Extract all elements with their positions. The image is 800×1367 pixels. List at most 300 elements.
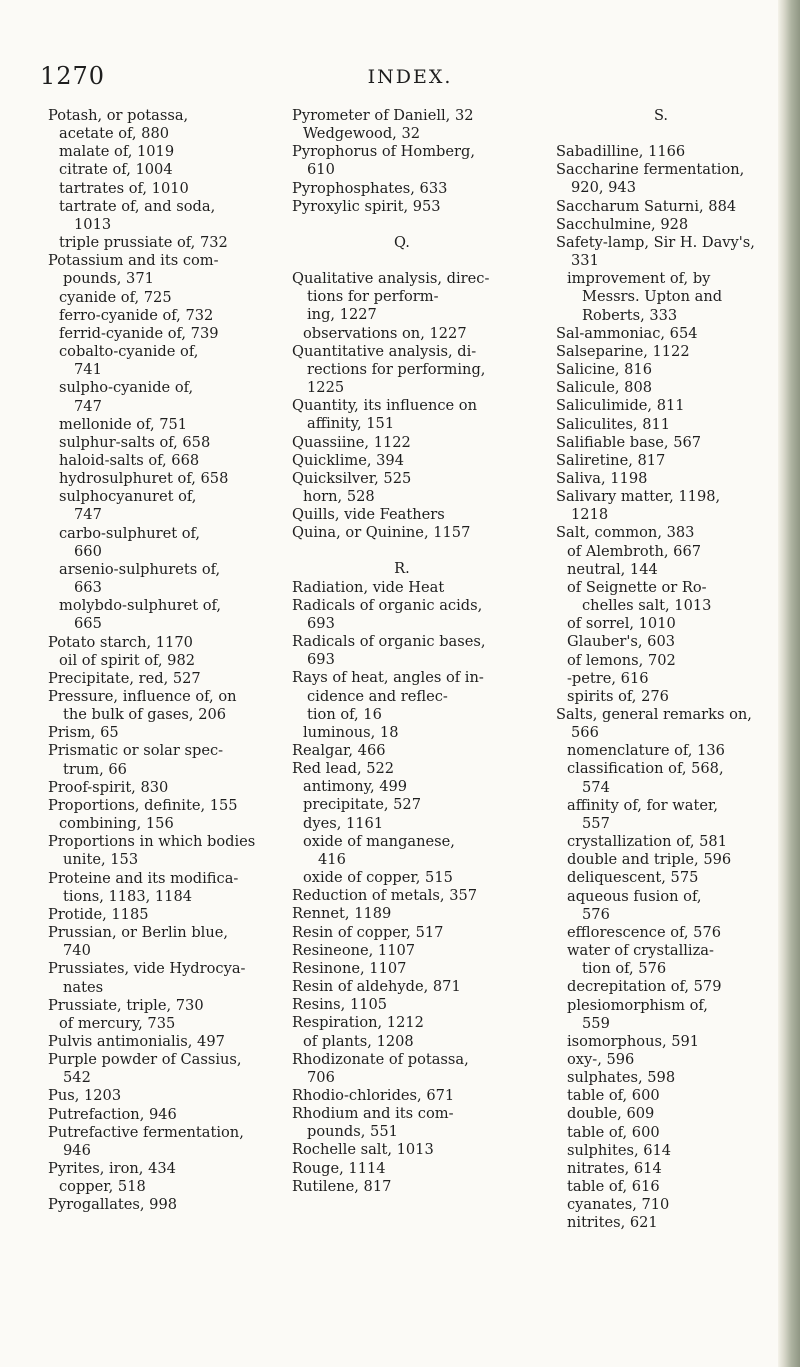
entry-line: 693	[307, 614, 335, 632]
entry-line: Proportions in which bodies	[48, 833, 256, 851]
entry-line: 566	[571, 724, 599, 742]
entry-line: 1013	[74, 215, 112, 233]
index-subentry	[556, 869, 766, 887]
entry-line: Radicals of organic acids,	[292, 596, 483, 614]
entry-line: Putrefaction, 946	[48, 1105, 177, 1123]
entry-line: triple prussiate of, 732	[59, 234, 228, 252]
entry-line: antimony, 499	[303, 778, 408, 796]
entry-line: affinity of, for water,	[567, 796, 719, 814]
entry-line: Salt, common, 383	[556, 524, 695, 542]
index-subentry	[556, 978, 766, 996]
entry-line: Salicine, 816	[556, 361, 653, 379]
index-entry	[292, 270, 512, 324]
entry-line: Radiation, vide Heat	[292, 578, 445, 596]
entry-line: deliquescent, 575	[567, 869, 699, 887]
entry-line: Pyrophosphates, 633	[292, 179, 448, 197]
entry-line: Resinone, 1107	[292, 959, 407, 977]
index-entry	[556, 706, 766, 742]
entry-line: dyes, 1161	[303, 814, 384, 832]
index-entry	[292, 1178, 512, 1196]
entry-line: copper, 518	[59, 1178, 146, 1196]
index-subentry	[556, 543, 766, 561]
index-subentry	[48, 180, 268, 198]
index-entry	[292, 524, 512, 542]
entry-line: Sacchulmine, 928	[556, 215, 689, 233]
index-subentry	[48, 652, 268, 670]
entry-line: -petre, 616	[567, 669, 649, 687]
spacer	[292, 216, 512, 234]
entry-line: oil of spirit of, 982	[59, 651, 196, 669]
entry-line: Salseparine, 1122	[556, 342, 690, 360]
entry-line: hydrosulphuret of, 658	[59, 470, 229, 488]
entry-line: sulphites, 614	[567, 1141, 672, 1159]
entry-line: Salivary matter, 1198,	[556, 488, 721, 506]
entry-line: Realgar, 466	[292, 742, 386, 759]
entry-line: crystallization of, 581	[567, 833, 727, 851]
index-entry	[48, 1087, 268, 1105]
entry-line: Rennet, 1189	[292, 905, 392, 923]
index-entry	[292, 397, 512, 433]
entry-line: Putrefactive fermentation,	[48, 1123, 244, 1141]
entry-line: 1225	[307, 379, 345, 397]
index-subentry	[48, 289, 268, 307]
index-entry	[48, 252, 268, 288]
entry-line: oxide of manganese,	[303, 832, 455, 850]
entry-line: Quassiine, 1122	[292, 433, 411, 451]
index-entry	[292, 434, 512, 452]
entry-line: Saliva, 1198	[556, 469, 648, 487]
entry-line: 559	[582, 1014, 610, 1032]
index-entry	[48, 833, 268, 869]
entry-line: nates	[63, 978, 104, 996]
entry-line: 663	[74, 579, 102, 597]
index-entry	[292, 470, 512, 488]
entry-line: Sabadilline, 1166	[556, 143, 686, 161]
index-subentry	[556, 1051, 766, 1069]
index-entry	[292, 143, 512, 179]
index-subentry	[556, 688, 766, 706]
index-subentry	[556, 670, 766, 688]
index-subentry	[292, 125, 512, 143]
entry-line: 665	[74, 615, 102, 633]
index-subentry	[292, 869, 512, 887]
index-subentry	[556, 797, 766, 833]
index-columns	[48, 107, 778, 1357]
index-subentry	[48, 452, 268, 470]
entry-line: Pyroxylic spirit, 953	[292, 197, 441, 215]
entry-line: cidence and reflec-	[307, 687, 448, 705]
entry-line: Rhodio-chlorides, 671	[292, 1086, 455, 1104]
index-entry	[48, 670, 268, 688]
index-entry	[292, 978, 512, 996]
entry-line: malate of, 1019	[59, 143, 175, 161]
index-subentry	[556, 270, 766, 324]
entry-line: plesiomorphism of,	[567, 996, 708, 1014]
entry-line: table of, 600	[567, 1087, 660, 1105]
index-subentry	[48, 343, 268, 379]
index-subentry	[48, 143, 268, 161]
entry-line: tions for perform-	[307, 288, 439, 306]
entry-line: Prussian, or Berlin blue,	[48, 924, 229, 942]
entry-line: Quicklime, 394	[292, 451, 404, 469]
entry-line: tion of, 576	[582, 960, 667, 978]
entry-line: oxide of copper, 515	[303, 869, 453, 887]
index-entry	[48, 797, 268, 815]
entry-line: tartrate of, and soda,	[59, 197, 216, 215]
index-entry	[48, 1124, 268, 1160]
letter-heading: S.	[653, 107, 669, 124]
index-subentry	[48, 125, 268, 143]
entry-line: Salts, general remarks on,	[556, 706, 752, 723]
entry-line: 416	[318, 850, 346, 868]
entry-line: Saliculites, 811	[556, 415, 671, 433]
entry-line: 693	[307, 651, 335, 669]
index-entry	[292, 887, 512, 905]
index-subentry	[48, 416, 268, 434]
entry-line: horn, 528	[303, 487, 375, 505]
index-entry	[292, 343, 512, 397]
index-entry	[292, 1105, 512, 1141]
index-entry	[48, 107, 268, 125]
index-entry	[48, 906, 268, 924]
index-entry	[556, 216, 766, 234]
entry-line: Saccharum Saturni, 884	[556, 197, 737, 215]
entry-line: sulphates, 598	[567, 1069, 676, 1087]
entry-line: 740	[63, 942, 91, 960]
entry-line: Pressure, influence of, on	[48, 688, 237, 705]
index-entry	[292, 960, 512, 978]
index-subentry	[556, 579, 766, 615]
index-entry	[48, 634, 268, 652]
index-entry	[556, 198, 766, 216]
running-head: INDEX.	[367, 66, 453, 88]
entry-line: Prussiates, vide Hydrocya-	[48, 960, 246, 978]
index-subentry	[292, 488, 512, 506]
index-subentry	[556, 1124, 766, 1142]
entry-line: tions, 1183, 1184	[63, 887, 193, 905]
entry-line: neutral, 144	[567, 560, 658, 578]
entry-line: pounds, 551	[307, 1123, 398, 1141]
index-subentry	[292, 1033, 512, 1051]
entry-line: ferrid-cyanide of, 739	[59, 324, 219, 342]
entry-line: 706	[307, 1068, 335, 1086]
entry-line: Wedgewood, 32	[303, 125, 421, 143]
entry-line: 741	[74, 361, 102, 379]
entry-line: Prismatic or solar spec-	[48, 742, 224, 760]
entry-line: Rochelle salt, 1013	[292, 1141, 434, 1159]
entry-line: 1218	[571, 506, 609, 524]
entry-line: Pyrophorus of Homberg,	[292, 143, 475, 161]
index-subentry	[556, 1196, 766, 1214]
index-entry	[292, 942, 512, 960]
entry-line: Rays of heat, angles of in-	[292, 669, 484, 687]
index-entry	[556, 397, 766, 415]
entry-line: cyanates, 710	[567, 1196, 670, 1214]
index-subentry	[556, 833, 766, 851]
index-entry	[292, 996, 512, 1014]
entry-line: citrate of, 1004	[59, 161, 173, 179]
index-entry	[556, 416, 766, 434]
index-entry	[556, 161, 766, 197]
entry-line: Pus, 1203	[48, 1087, 122, 1105]
index-entry	[292, 506, 512, 524]
entry-line: Saliretine, 817	[556, 451, 666, 469]
entry-line: 331	[571, 252, 599, 270]
entry-line: of Seignette or Ro-	[567, 578, 707, 596]
entry-line: improvement of, by	[567, 270, 711, 288]
index-subentry	[48, 161, 268, 179]
entry-line: 557	[582, 814, 610, 832]
entry-line: unite, 153	[63, 851, 139, 869]
index-subentry	[48, 234, 268, 252]
entry-line: Protide, 1185	[48, 905, 149, 923]
index-entry	[556, 452, 766, 470]
index-subentry	[48, 1178, 268, 1196]
spacer	[292, 252, 512, 270]
index-entry	[292, 905, 512, 923]
entry-line: Rhodium and its com-	[292, 1105, 454, 1123]
entry-line: Precipitate, red, 527	[48, 669, 201, 687]
entry-line: Messrs. Upton and	[582, 288, 723, 306]
entry-line: Reduction of metals, 357	[292, 887, 478, 905]
index-entry	[292, 180, 512, 198]
entry-line: Saccharine fermentation,	[556, 161, 745, 179]
index-entry	[556, 488, 766, 524]
index-subentry	[292, 796, 512, 814]
index-subentry	[48, 434, 268, 452]
entry-line: 610	[307, 161, 335, 179]
entry-line: Quantity, its influence on	[292, 397, 477, 415]
entry-line: tion of, 16	[307, 705, 382, 723]
index-entry	[556, 234, 766, 270]
index-entry	[292, 579, 512, 597]
index-entry	[292, 198, 512, 216]
entry-line: sulphur-salts of, 658	[59, 433, 211, 451]
entry-line: sulphocyanuret of,	[59, 488, 197, 506]
index-subentry	[556, 1033, 766, 1051]
entry-line: Safety-lamp, Sir H. Davy's,	[556, 233, 755, 251]
entry-line: of sorrel, 1010	[567, 615, 676, 633]
index-entry	[292, 669, 512, 723]
entry-line: Pulvis antimonialis, 497	[48, 1032, 225, 1050]
page-header	[40, 62, 780, 90]
index-entry	[556, 470, 766, 488]
entry-line: the bulk of gases, 206	[63, 706, 227, 724]
entry-line: spirits of, 276	[567, 687, 669, 705]
index-subentry	[556, 742, 766, 760]
spacer	[556, 125, 766, 143]
index-entry	[48, 1033, 268, 1051]
index-subentry	[556, 1105, 766, 1123]
entry-line: Sal-ammoniac, 654	[556, 324, 698, 342]
entry-line: Pyrometer of Daniell, 32	[292, 107, 474, 124]
index-entry	[292, 633, 512, 669]
index-entry	[48, 1051, 268, 1087]
entry-line: pounds, 371	[63, 270, 154, 288]
entry-line: of plants, 1208	[303, 1032, 414, 1050]
entry-line: Pyrogallates, 998	[48, 1196, 178, 1214]
entry-line: decrepitation of, 579	[567, 978, 722, 996]
spacer	[292, 542, 512, 560]
entry-line: rections for performing,	[307, 360, 486, 378]
entry-line: chelles salt, 1013	[582, 597, 712, 615]
index-subentry	[556, 1069, 766, 1087]
entry-line: tartrates of, 1010	[59, 179, 189, 197]
entry-line: Roberts, 333	[582, 306, 678, 324]
index-subentry	[556, 851, 766, 869]
index-entry	[292, 1087, 512, 1105]
entry-line: Resineone, 1107	[292, 941, 416, 959]
entry-line: affinity, 151	[307, 415, 395, 433]
index-entry	[292, 760, 512, 778]
entry-line: Rutilene, 817	[292, 1177, 392, 1195]
index-entry	[292, 1160, 512, 1178]
entry-line: Potash, or potassa,	[48, 107, 189, 124]
entry-line: Potassium and its com-	[48, 252, 219, 270]
entry-line: Resin of copper, 517	[292, 923, 444, 941]
index-subentry	[556, 561, 766, 579]
index-subentry	[556, 924, 766, 942]
entry-line: efflorescence of, 576	[567, 923, 722, 941]
entry-line: Rhodizonate of potassa,	[292, 1050, 469, 1068]
entry-line: of lemons, 702	[567, 651, 676, 669]
index-subentry	[48, 561, 268, 597]
entry-line: acetate of, 880	[59, 125, 170, 143]
entry-line: nomenclature of, 136	[567, 742, 725, 760]
index-subentry	[292, 833, 512, 869]
index-column-3	[556, 107, 766, 1233]
letter-heading: Q.	[394, 233, 410, 251]
index-entry	[292, 742, 512, 760]
index-subentry	[48, 198, 268, 234]
index-subentry	[48, 597, 268, 633]
entry-line: Resin of aldehyde, 871	[292, 978, 461, 996]
entry-line: combining, 156	[59, 815, 174, 833]
letter-heading: R.	[394, 560, 410, 578]
entry-line: table of, 616	[567, 1178, 660, 1196]
entry-line: 747	[74, 506, 102, 524]
entry-line: Quicksilver, 525	[292, 469, 412, 487]
index-entry	[48, 1160, 268, 1178]
entry-line: precipitate, 527	[303, 796, 422, 814]
index-subentry	[292, 724, 512, 742]
index-entry	[48, 779, 268, 797]
index-entry	[48, 870, 268, 906]
index-subentry	[556, 633, 766, 651]
index-entry	[556, 434, 766, 452]
index-entry	[556, 343, 766, 361]
entry-line: Salifiable base, 567	[556, 433, 702, 451]
entry-line: Rouge, 1114	[292, 1159, 386, 1177]
index-entry	[556, 325, 766, 343]
entry-line: sulpho-cyanide of,	[59, 379, 194, 397]
page-number: 1270	[40, 62, 106, 90]
index-entry	[48, 688, 268, 724]
entry-line: Prism, 65	[48, 724, 119, 742]
entry-line: 660	[74, 542, 102, 560]
entry-line: Purple powder of Cassius,	[48, 1051, 242, 1069]
index-subentry	[556, 997, 766, 1033]
index-entry	[292, 107, 512, 125]
index-entry	[556, 379, 766, 397]
entry-line: luminous, 18	[303, 723, 399, 741]
index-entry	[556, 524, 766, 542]
index-subentry	[556, 760, 766, 796]
entry-line: aqueous fusion of,	[567, 887, 702, 905]
entry-line: mellonide of, 751	[59, 415, 188, 433]
index-subentry	[48, 525, 268, 561]
index-entry	[48, 724, 268, 742]
index-subentry	[556, 615, 766, 633]
index-entry	[48, 742, 268, 778]
entry-line: carbo-sulphuret of,	[59, 524, 201, 542]
entry-line: 576	[582, 905, 610, 923]
entry-line: 946	[63, 1141, 91, 1159]
index-entry	[48, 997, 268, 1015]
entry-line: of mercury, 735	[59, 1014, 176, 1032]
index-subentry	[556, 652, 766, 670]
index-subentry	[48, 307, 268, 325]
entry-line: 747	[74, 397, 102, 415]
entry-line: water of crystalliza-	[567, 942, 714, 960]
entry-line: of Alembroth, 667	[567, 542, 702, 560]
index-entry	[292, 597, 512, 633]
entry-line: ferro-cyanide of, 732	[59, 306, 214, 324]
entry-line: haloid-salts of, 668	[59, 451, 200, 469]
index-subentry	[292, 815, 512, 833]
index-subentry	[556, 1142, 766, 1160]
entry-line: arsenio-sulphurets of,	[59, 560, 221, 578]
entry-line: Qualitative analysis, direc-	[292, 270, 490, 288]
index-entry	[556, 361, 766, 379]
index-entry	[48, 1196, 268, 1214]
entry-line: Quills, vide Feathers	[292, 506, 445, 524]
entry-line: ing, 1227	[307, 306, 377, 324]
index-column-2	[292, 107, 512, 1196]
index-subentry	[48, 470, 268, 488]
entry-line: 542	[63, 1069, 91, 1087]
index-subentry	[48, 379, 268, 415]
index-entry	[292, 1141, 512, 1159]
entry-line: table of, 600	[567, 1123, 660, 1141]
index-subentry	[556, 1178, 766, 1196]
entry-line: Quina, or Quinine, 1157	[292, 524, 471, 542]
entry-line: classification of, 568,	[567, 760, 724, 778]
index-subentry	[292, 778, 512, 796]
index-subentry	[48, 1015, 268, 1033]
entry-line: Respiration, 1212	[292, 1014, 424, 1032]
entry-line: Salicule, 808	[556, 379, 653, 397]
entry-line: Saliculimide, 811	[556, 397, 685, 415]
entry-line: double, 609	[567, 1105, 655, 1123]
index-subentry	[48, 325, 268, 343]
index-subentry	[556, 888, 766, 924]
entry-line: Quantitative analysis, di-	[292, 342, 477, 360]
index-entry	[292, 1014, 512, 1032]
entry-line: nitrites, 621	[567, 1214, 658, 1232]
index-entry	[292, 1051, 512, 1087]
index-entry	[556, 143, 766, 161]
entry-line: 574	[582, 778, 610, 796]
entry-line: cobalto-cyanide of,	[59, 343, 199, 361]
entry-line: Potato starch, 1170	[48, 633, 193, 651]
entry-line: Pyrites, iron, 434	[48, 1160, 176, 1178]
entry-line: Radicals of organic bases,	[292, 633, 486, 651]
index-entry	[48, 1106, 268, 1124]
page-edge-shading	[778, 0, 800, 1367]
index-column-1	[48, 107, 268, 1215]
index-subentry	[556, 1214, 766, 1232]
